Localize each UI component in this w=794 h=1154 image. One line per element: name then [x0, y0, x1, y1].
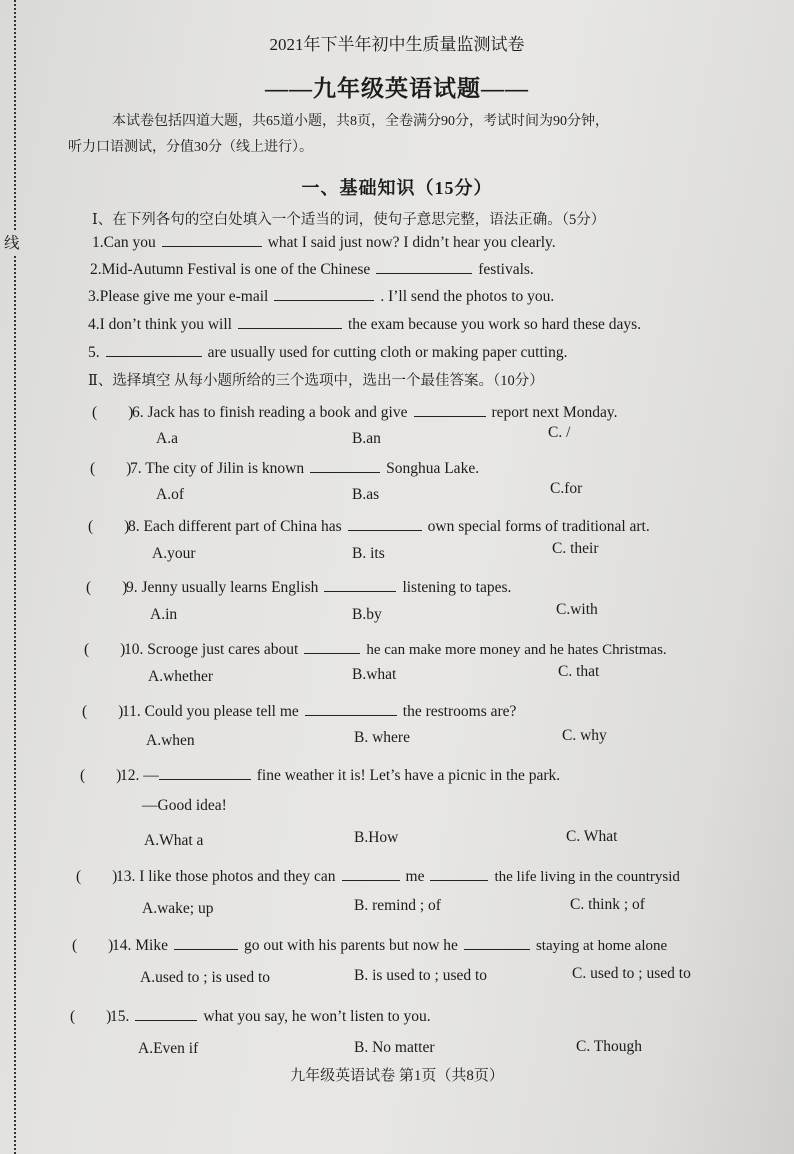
- subject-title: ——九年级英语试题——: [265, 76, 529, 101]
- answer-blank[interactable]: [376, 272, 472, 274]
- question-14: ( )14. Mike go out with his parents but now he staying at home alone: [72, 933, 667, 955]
- answer-blank: [342, 879, 400, 881]
- answer-blank: [305, 714, 397, 716]
- answer-paren[interactable]: ( ): [72, 937, 114, 954]
- fill-item-1: 1.Can you what I said just now? I didn’t hear you clearly.: [92, 234, 556, 251]
- answer-blank: [135, 1019, 197, 1021]
- q9-option-b: B.by: [352, 606, 382, 623]
- question-11: ( )11. Could you please tell me the restrooms are?: [82, 699, 516, 721]
- q12-option-c: C. What: [566, 828, 618, 845]
- question-12: ( )12. — fine weather it is! Let’s have a picnic in the park.: [80, 763, 560, 785]
- answer-paren[interactable]: ( ): [80, 767, 122, 784]
- answer-paren[interactable]: ( ): [70, 1008, 112, 1025]
- answer-paren[interactable]: ( ): [82, 703, 124, 720]
- answer-paren[interactable]: ( ): [76, 868, 118, 885]
- answer-blank[interactable]: [238, 327, 342, 329]
- answer-blank: [324, 590, 396, 592]
- answer-blank: [348, 529, 422, 531]
- answer-blank: [414, 415, 486, 417]
- q11-option-a: A.when: [146, 732, 195, 749]
- page-footer: 九年级英语试卷 第1页（共8页）: [290, 1068, 504, 1084]
- q7-option-c: C.for: [550, 480, 583, 497]
- question-6: ( )6. Jack has to finish reading a book and give report next Monday.: [92, 400, 617, 422]
- q10-option-a: A.whether: [148, 668, 213, 685]
- part1-title: Ⅰ、在下列各句的空白处填入一个适当的词，使句子意思完整，语法正确。（5分）: [92, 212, 606, 228]
- answer-paren[interactable]: ( ): [90, 460, 132, 477]
- q13-option-b: B. remind ; of: [354, 897, 441, 914]
- part2-title: Ⅱ、选择填空 从每小题所给的三个选项中，选出一个最佳答案。（10分）: [88, 373, 544, 389]
- q11-option-c: C. why: [562, 727, 607, 744]
- q14-option-b: B. is used to ; used to: [354, 967, 488, 984]
- intro-line-2: 听力口语测试，分值30分（线上进行）。: [68, 140, 313, 155]
- q12-reply: —Good idea!: [142, 797, 227, 814]
- q14-option-c: C. used to ; used to: [572, 965, 691, 982]
- q15-option-c: C. Though: [576, 1038, 643, 1055]
- answer-paren[interactable]: ( ): [92, 404, 134, 421]
- answer-paren[interactable]: ( ): [86, 579, 128, 596]
- answer-paren[interactable]: ( ): [88, 518, 130, 535]
- answer-blank: [174, 948, 238, 950]
- question-7: ( )7. The city of Jilin is known Songhua Lake.: [90, 456, 479, 478]
- question-13: ( )13. I like those photos and they can me the life living in the countrysid: [76, 864, 680, 886]
- answer-blank: [310, 471, 380, 473]
- fill-item-3: 3.Please give me your e-mail . I’ll send the photos to you.: [88, 288, 555, 305]
- q10-option-c: C. that: [558, 663, 600, 680]
- answer-blank[interactable]: [106, 355, 202, 357]
- q6-option-b: B.an: [352, 430, 381, 447]
- q6-option-a: A.a: [156, 430, 178, 447]
- answer-paren[interactable]: ( ): [84, 641, 126, 658]
- question-9: ( )9. Jenny usually learns English listening to tapes.: [86, 575, 511, 597]
- q15-option-b: B. No matter: [354, 1039, 435, 1056]
- binding-label: 线: [4, 232, 20, 256]
- q13-option-a: A.wake; up: [142, 900, 214, 917]
- q12-option-b: B.How: [354, 829, 399, 846]
- answer-blank[interactable]: [162, 245, 262, 247]
- fill-item-5: 5. are usually used for cutting cloth or making paper cutting.: [88, 344, 568, 361]
- q7-option-a: A.of: [156, 486, 184, 503]
- answer-blank: [464, 948, 530, 950]
- answer-blank[interactable]: [274, 299, 374, 301]
- q14-option-a: A.used to ; is used to: [140, 969, 271, 986]
- question-10: ( )10. Scrooge just cares about he can make more money and he hates Christmas.: [84, 637, 667, 659]
- q10-option-b: B.what: [352, 666, 397, 683]
- answer-blank: [304, 652, 360, 654]
- question-15: ( )15. what you say, he won’t listen to you.: [70, 1004, 431, 1026]
- question-8: ( )8. Each different part of China has own special forms of traditional art.: [88, 514, 650, 536]
- answer-blank: [430, 879, 488, 881]
- fill-item-4: 4.I don’t think you will the exam because you work so hard these days.: [88, 316, 642, 333]
- q8-option-a: A.your: [152, 545, 196, 562]
- q12-option-a: A.What a: [144, 832, 204, 849]
- q11-option-b: B. where: [354, 729, 410, 746]
- q7-option-b: B.as: [352, 486, 380, 503]
- q9-option-a: A.in: [150, 606, 178, 623]
- intro-line-1: 本试卷包括四道大题，共65道小题，共8页，全卷满分90分，考试时间为90分钟，: [112, 114, 609, 129]
- q8-option-c: C. their: [552, 540, 599, 557]
- q6-option-c: C. /: [548, 424, 571, 441]
- answer-blank: [159, 778, 251, 780]
- q8-option-b: B. its: [352, 545, 385, 562]
- fill-item-2: 2.Mid-Autumn Festival is one of the Chinese festivals.: [90, 261, 534, 278]
- q13-option-c: C. think ; of: [570, 896, 645, 913]
- q15-option-a: A.Even if: [138, 1040, 199, 1057]
- section-title: 一、基础知识（15分）: [301, 178, 493, 198]
- exam-title: 2021年下半年初中生质量监测试卷: [269, 35, 525, 54]
- q9-option-c: C.with: [556, 601, 598, 618]
